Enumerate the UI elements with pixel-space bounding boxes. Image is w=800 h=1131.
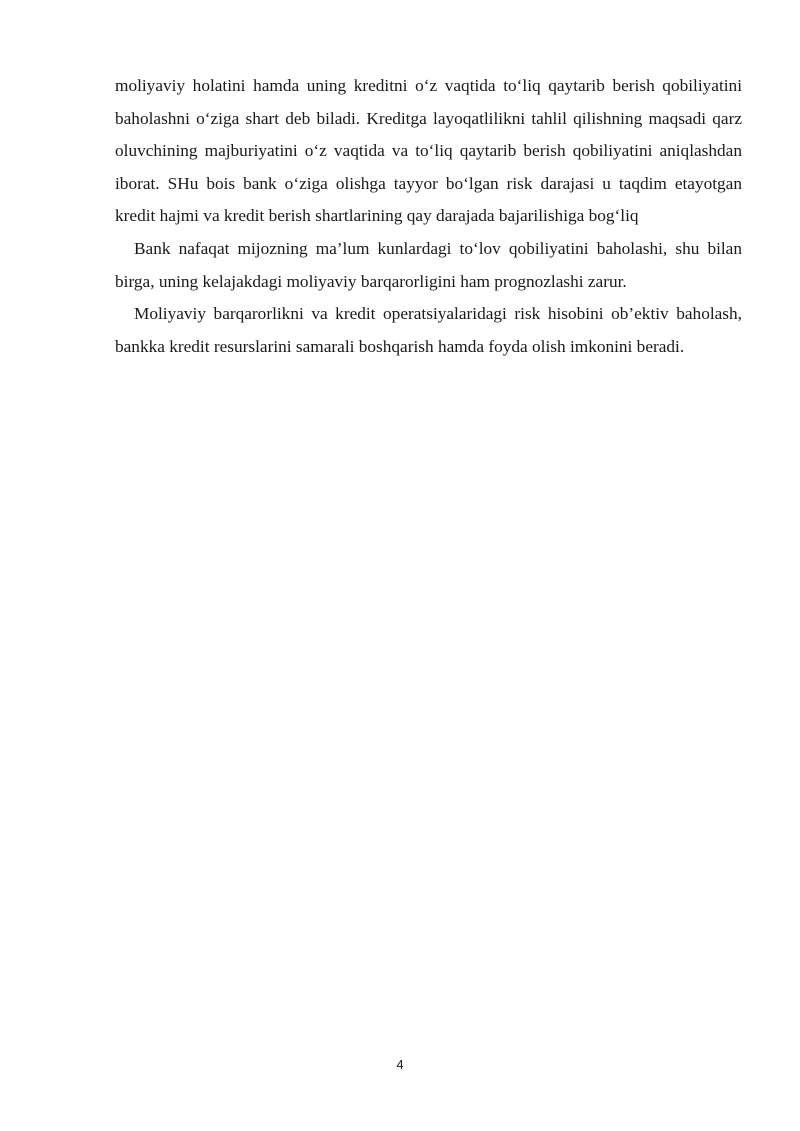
- page-number: 4: [396, 1057, 404, 1072]
- body-text: [115, 70, 742, 363]
- paragraph-continuation: moliyaviy holatini hamda uning kreditni o‘z vaqtida to‘liq qaytarib berish qobiliyatini baholashni o‘ziga shart deb biladi. Kreditga layoqatlilikni tahlil qilishning maqsadi qarz oluvchining majburiyatini o‘z vaqtida va to‘liq qaytarib berish qobiliyatini aniqlashdan iborat. SHu bois bank o‘ziga olishga tayyor bo‘lgan risk darajasi u taqdim etayotgan kredit hajmi va kredit berish shartlarining qay darajada bajarilishiga bog‘liq: [115, 76, 742, 226]
- paragraph: Moliyaviy barqarorlikni va kredit operatsiyalaridagi risk hisobini ob’ektiv baholash, bankka kredit resurslarini samarali boshqarish hamda foyda olish imkonini beradi.: [115, 304, 742, 356]
- paragraph: Bank nafaqat mijozning ma’lum kunlardagi to‘lov qobiliyatini baholashi, shu bilan birga, uning kelajakdagi moliyaviy barqarorligini ham prognozlashi zarur.: [115, 238, 742, 291]
